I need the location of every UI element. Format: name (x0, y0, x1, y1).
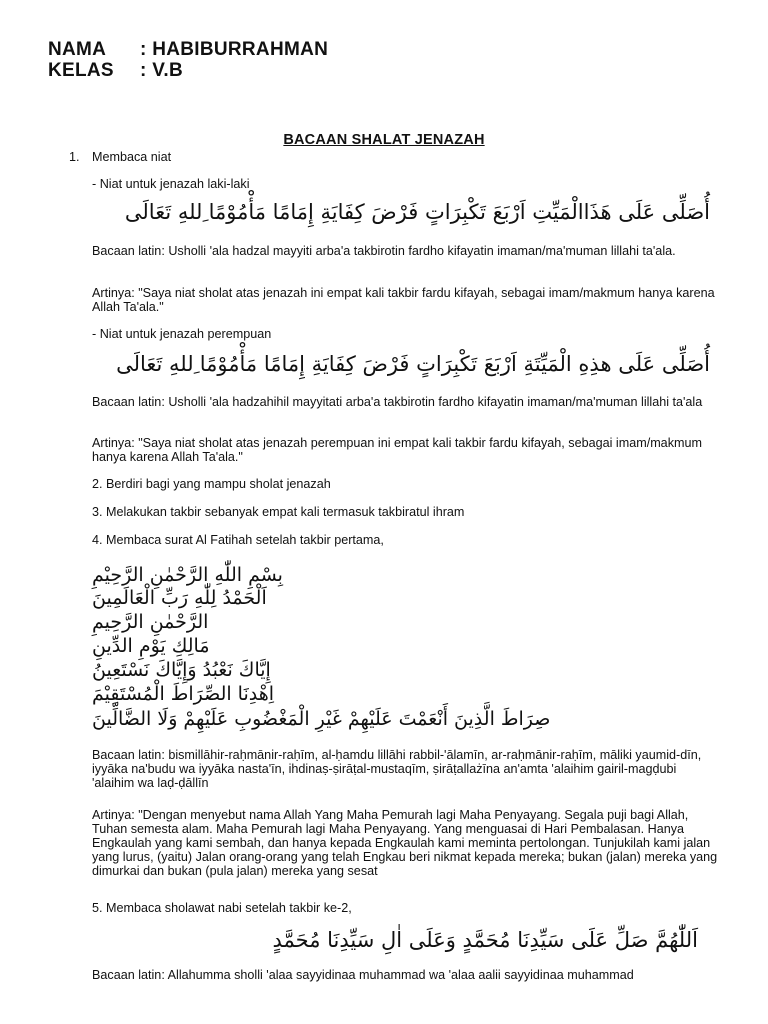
niat-laki-latin: Bacaan latin: Usholli 'ala hadzal mayyiti arba'a takbirotin fardho kifayatin imaman/ma'muman lillahi ta'ala. (92, 244, 676, 258)
fatihah-line: اِهْدِنَا الصِّرَاطَ الْمُسْتَقِيْمَ (92, 683, 275, 705)
fatihah-line: الرَّحْمٰنِ الرَّحِيمِ (92, 611, 209, 633)
sholawat-latin: Bacaan latin: Allahumma sholli 'alaa sayyidinaa muhammad wa 'alaa aalii sayyidinaa muhammad (92, 968, 634, 982)
fatihah-line: صِرَاطَ الَّذِينَ أَنْعَمْتَ عَلَيْهِمْ غَيْرِ الْمَغْضُوبِ عَلَيْهِمْ وَلَا الضَّالِّينَ (92, 708, 551, 730)
fatihah-line: اَلْحَمْدُ لِلّٰهِ رَبِّ الْعَالَمِينَ (92, 587, 267, 609)
fatihah-latin: Bacaan latin: bismillāhir-raḥmānir-raḥīm, al-ḥamdu lillāhi rabbil-'ālamīn, ar-raḥmānir-raḥīm, māliki yaumid-dīn, iyyāka na'budu wa iyyāka nasta'īn, ihdinaṣ-ṣirāṭal-mustaqīm, ṣirāṭallażīna an'amta 'alaihim gairil-magḍubi 'alaihim wa laḍ-ḍāllīn (92, 748, 702, 790)
niat-perempuan-heading: - Niat untuk jenazah perempuan (92, 327, 272, 341)
step5: 5. Membaca sholawat nabi setelah takbir ke-2, (92, 901, 352, 915)
niat-perempuan-latin: Bacaan latin: Usholli 'ala hadzahihil mayyitati arba'a takbirotin fardho kifayatin imaman/ma'muman lillahi ta'ala (92, 395, 703, 409)
niat-perempuan-arabic: أُصَلِّى عَلَى هذِهِ الْمَيِّتَةِ اَرْبَعَ تَكْبِرَاتٍ فَرْضَ كِفَايَةِ إِمَامًا مَأْمُوْمًا ِللهِ تَعَالَى (116, 352, 710, 376)
step3: 3. Melakukan takbir sebanyak empat kali termasuk takbiratul ihram (92, 505, 465, 519)
sholawat-arabic: اَللّٰهُمَّ صَلِّ عَلَى سَيِّدِنَا مُحَمَّدٍ وَعَلَى اٰلِ سَيِّدِنَا مُحَمَّدٍ (272, 928, 698, 952)
kelas-value: : V.B (140, 60, 184, 81)
fatihah-line: مَالِكِ يَوْمِ الدِّينِ (92, 635, 210, 657)
nama-row (48, 39, 328, 61)
fatihah-line: إِيَّاكَ نَعْبُدُ وَإِيَّاكَ نَسْتَعِينُ (92, 659, 271, 681)
niat-perempuan-artinya: Artinya: "Saya niat sholat atas jenazah perempuan ini empat kali takbir fardu kifayah, sebagai imam/makmum hanya karena Allah Ta'ala." (92, 436, 702, 464)
niat-laki-artinya: Artinya: "Saya niat sholat atas jenazah ini empat kali takbir fardu kifayah, sebagai imam/makmum hanya karena Allah Ta'ala." (92, 286, 715, 314)
step4: 4. Membaca surat Al Fatihah setelah takbir pertama, (92, 533, 384, 547)
niat-laki-heading: - Niat untuk jenazah laki-laki (92, 177, 250, 191)
kelas-label: KELAS (48, 60, 114, 81)
step1-label: Membaca niat (92, 150, 172, 164)
niat-laki-arabic: أُصَلِّى عَلَى هَذَاالْمَيِّتِ اَرْبَعَ تَكْبِرَاتٍ فَرْضَ كِفَايَةِ إِمَامًا مَأْمُوْمًا ِللهِ تَعَالَى (124, 200, 710, 224)
fatihah-line: بِسْمِ اللّٰهِ الرَّحْمٰنِ الرَّحِيْمِ (92, 564, 283, 586)
document-title: BACAAN SHALAT JENAZAH (283, 132, 485, 148)
step1-number: 1. (69, 150, 80, 164)
nama-value: : HABIBURRAHMAN (140, 39, 329, 60)
nama-label: NAMA (48, 39, 107, 60)
fatihah-artinya: Artinya: "Dengan menyebut nama Allah Yang Maha Pemurah lagi Maha Penyayang. Segala puji bagi Allah, Tuhan semesta alam. Maha Pemurah lagi Maha Penyayang. Yang menguasai di Hari Pembalasan. Hanya Engkaulah yang kami sembah, dan hanya kepada Engkaulah kami meminta pertolongan. Tunjukilah kami jalan yang lurus, (yaitu) Jalan orang-orang yang telah Engkau beri nikmat kepada mereka; bukan (jalan) mereka yang dimurkai dan bukan (pula jalan) mereka yang sesat (92, 808, 718, 878)
kelas-row (48, 60, 183, 82)
step2: 2. Berdiri bagi yang mampu sholat jenazah (92, 477, 331, 491)
